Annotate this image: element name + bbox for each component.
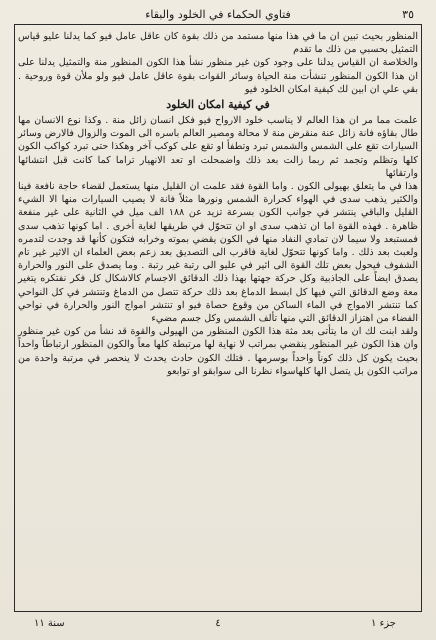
- body-text: [18, 30, 418, 378]
- sheet-number: ٤: [215, 618, 221, 629]
- page-number: ٣٥: [402, 8, 414, 21]
- year-label: سنة ١١: [34, 618, 65, 629]
- volume-label: جزء ١: [371, 618, 396, 629]
- page-footer: [18, 618, 418, 634]
- paragraph: والخلاصة ان القياس يدلنا على وجود كون غير منظور نشأ هذا الكون المنظور منة والتمثيل يدلنا على ان هذا الكون المنظور تنشأت منة الحياة وسائر القوات بقوة عاقل عامل فيو ولو ملأن قوة وروحية . بقي علي ان ابين لك كيفية امكان الخلود فيو: [18, 57, 418, 95]
- paragraph: هذا في ما يتعلق بهيولى الكون . واما القوة فقد علمت ان القليل منها يستعمل لقضاء حاجة نافعة فينا والكثير يذهب سدى في الهواء كحرارة الشمس ونورها مثلاً فانة لا يصيب السيارات منها الا الشيء القليل والباقي ينتشر في جوانب الكون بسرعة تزيد عن ١٨٨ الف ميل في الثانية على غير منفعة ظاهرة . فهذه القوة اما ان تذهب سدى او ان تتحوّل في طريقها لغاية أخرى . اما كونها تذهب سدى فمستبعد ولا سيما لان تمادي النفاد منها في الكون يقضي بموته وخرابه فتكون كأنها قد وجدت لتدمره ولعبث بعد ذلك . واما كونها تتحوّل لغاية فاقرب الى التصديق بعد زعم بعض العلماء ان الاثير غير تام الشفوف فيحول بعض تلك القوة الى اثير في عليو الى رتبة غير رتبة . وما يصدق على النور والحرارة يصدق ايضاً على الجاذبية وكل حركة جهتها بهذا ذلك الدقائق الاجسام كالاشكال كل فكر نفتكره يتغير معة وضع الدقائق التي فيها كل ابسط الدماغ بعد ذلك حركة تتصل من الدماغ وتنتشر في كل النواحي كما تنتشر الامواج في الماء الساكن من وقوع حصاة فيو او تنتشر امواج النور والحرارة في نواحي الفضاء من اهتزاز الدقائق التي منها تألف الشمس وكل جسم مضيء: [18, 181, 419, 325]
- paragraph: ولقد ابنت لك ان ما يتأتى بعد مثة هذا الكون المنظور من الهيولى والقوة قد نشأ من كون غير منظور وان هذا الكون غير المنظور ينقضي بمراتب لا نهاية لها مرتبطة كلها معاً والكون المنظور ارتباطاً واحداً بحيث يكون كل ذلك كوناً واحداً بوسرمها . فتلك الكون حادث يحدث لا ينحصر في مرتبة واحدة من مراتب الكون بل يتصل الها كلهاسواء نظرنا الى سوابقو او توابعو: [18, 326, 418, 377]
- paragraph: علمت مما مر ان هذا العالم لا يناسب خلود الارواح فيو فكل انسان زائل منة . وكذا نوع الانسان مها طال بقاؤه فانة زائل عنة منقرض منة لا محالة ومصير العالم باسره الى الموت والزوال فالارض وسائر السيارات تقع على الشمس والشمس تبرد وتطفأ او تقع على كوكب آخر وهكذا حتى تبرد كواكب الكون كلها وتظلم وتجمد ثم ربما زالت بعد ذلك واضمحلت او تعد الانهيار تراما كما كانت قبل انتشائها وارتقائها: [18, 115, 418, 179]
- section-heading: في كيفية امكان الخلود: [166, 98, 270, 112]
- paragraph: المنظور بحيث تبين ان ما في هذا منها مستمد من ذلك بقوة كان عاقل عامل فيو كما يدلنا عليو قياس التمثيل بحسبي من ذلك ما تقدم: [18, 31, 418, 56]
- running-title: فتاوي الحكماء في الخلود والبقاء: [145, 8, 291, 21]
- page-header: [18, 8, 418, 24]
